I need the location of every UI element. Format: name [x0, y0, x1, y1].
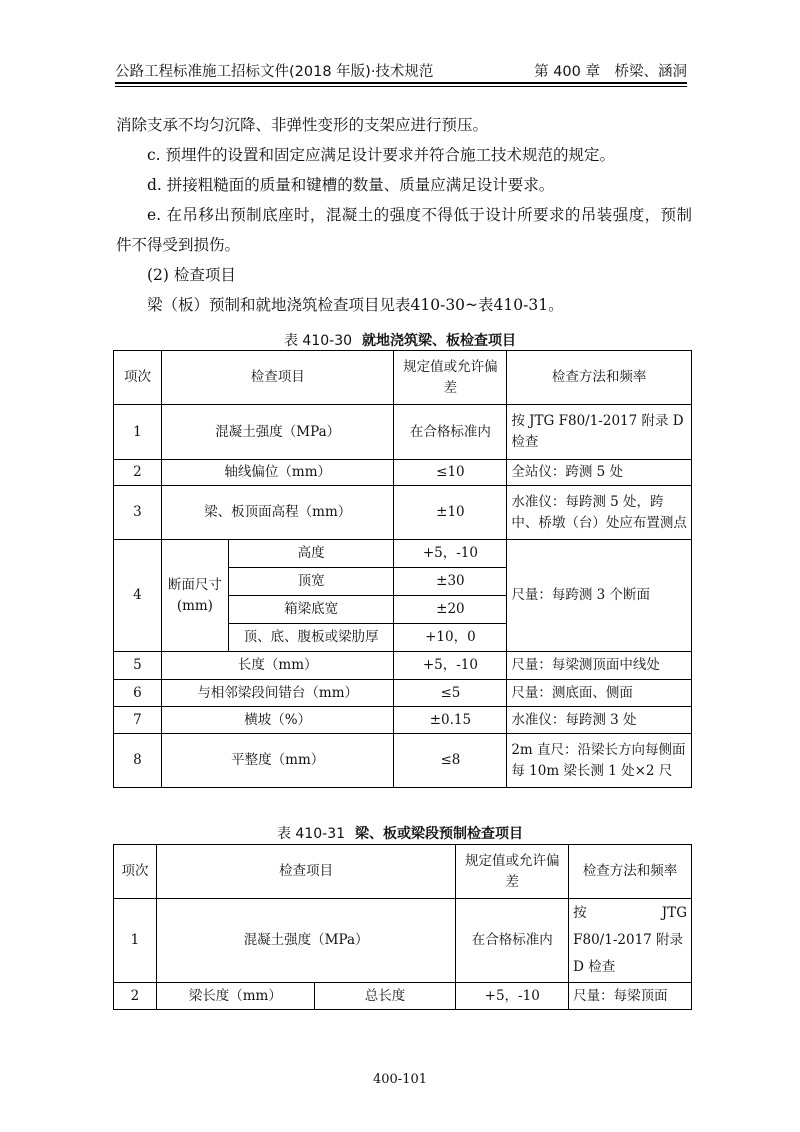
table-row — [114, 652, 692, 680]
method-line: D 检查 — [573, 959, 616, 975]
cell-value: 在合格标准内 — [456, 899, 569, 983]
cell-value: ±0.15 — [394, 707, 507, 734]
cell-no: 2 — [114, 983, 157, 1010]
cell-item: 梁、板顶面高程（mm） — [161, 486, 394, 540]
cell-no: 8 — [114, 734, 162, 788]
section-heading: (2) 检查项目 — [147, 266, 236, 284]
cell-method: 尺量：每跨测 3 个断面 — [507, 540, 692, 652]
cell-value: ≤8 — [394, 734, 507, 788]
cell-item: 顶宽 — [228, 568, 394, 596]
method-line: F80/1-2017 附录 — [573, 932, 684, 948]
paragraph: 梁（板）预制和就地浇筑检查项目见表410-30~表410-31。 — [147, 296, 564, 314]
cell-no: 1 — [114, 899, 157, 983]
cell-value: ≤10 — [394, 460, 507, 486]
header-cell: 检查项目 — [156, 845, 455, 899]
cell-item: 混凝土强度（MPa） — [161, 405, 394, 460]
cell-no: 1 — [114, 405, 162, 460]
cell-value: +10，0 — [394, 624, 507, 652]
header-cell: 项次 — [114, 845, 157, 899]
cell-value: ±30 — [394, 568, 507, 596]
cell-item: 平整度（mm） — [161, 734, 394, 788]
cell-item: 轴线偏位（mm） — [161, 460, 394, 486]
header-cell: 检查方法和频率 — [507, 351, 692, 405]
cell-no: 4 — [114, 540, 162, 652]
paragraph: e. 在吊移出预制底座时，混凝土的强度不得低于设计所要求的吊装强度，预制件不得受到损伤。 — [116, 206, 692, 254]
table-row — [114, 734, 692, 788]
header-rule — [115, 82, 687, 84]
table-title: 就地浇筑梁、板检查项目 — [362, 333, 517, 349]
cell-value: 在合格标准内 — [394, 405, 507, 460]
cell-group: 梁长度（mm） — [156, 983, 314, 1010]
cell-no: 2 — [114, 460, 162, 486]
header-rule-thin — [115, 86, 687, 87]
method-line: 按 JTG — [573, 905, 687, 921]
header-chapter: 第 400 章 桥梁、涵洞 — [534, 64, 687, 80]
cell-item: 混凝土强度（MPa） — [156, 899, 455, 983]
cell-method: 2m 直尺：沿梁长方向每侧面每 10m 梁长测 1 处×2 尺 — [507, 734, 692, 788]
header-doc-title: 公路工程标准施工招标文件(2018 年版)·技术规范 — [115, 64, 434, 80]
header-cell: 检查方法和频率 — [569, 845, 692, 899]
header-cell: 项次 — [114, 351, 162, 405]
cell-method: 水准仪：每跨测 3 处 — [507, 707, 692, 734]
header-cell: 规定值或允许偏差 — [394, 351, 507, 405]
cell-value: ±20 — [394, 596, 507, 624]
table-row — [114, 540, 692, 568]
body-text — [116, 110, 692, 320]
cell-method: 尺量：测底面、侧面 — [507, 680, 692, 707]
page-header — [115, 56, 687, 84]
table-row — [114, 680, 692, 707]
cell-method: 尺量：每梁测顶面中线处 — [507, 652, 692, 680]
cell-value: ≤5 — [394, 680, 507, 707]
cell-method — [569, 899, 692, 983]
cell-method: 水准仪：每跨测 5 处，跨中、桥墩（台）处应布置测点 — [507, 486, 692, 540]
cell-group: 断面尺寸(mm) — [161, 540, 228, 652]
table-caption — [0, 330, 800, 350]
paragraph: d. 拼接粗糙面的质量和键槽的数量、质量应满足设计要求。 — [147, 176, 555, 194]
table-number: 表 410-31 — [276, 826, 346, 842]
table-row — [114, 983, 692, 1010]
paragraph: 消除支承不均匀沉降、非弹性变形的支架应进行预压。 — [116, 116, 489, 134]
cell-value: +5，-10 — [394, 652, 507, 680]
cell-no: 6 — [114, 680, 162, 707]
cell-item: 与相邻梁段间错台（mm） — [161, 680, 394, 707]
header-cell: 检查项目 — [161, 351, 394, 405]
cell-no: 3 — [114, 486, 162, 540]
table-header-row — [114, 351, 692, 405]
table-caption — [0, 823, 800, 843]
page-number: 400-101 — [372, 1072, 428, 1087]
inspection-table-410-30 — [113, 350, 692, 788]
paragraph: c. 预埋件的设置和固定应满足设计要求并符合施工技术规范的规定。 — [147, 146, 616, 164]
table-row — [114, 707, 692, 734]
table-row — [114, 405, 692, 460]
inspection-table-410-31 — [113, 844, 692, 1010]
cell-item: 顶、底、腹板或梁肋厚 — [228, 624, 394, 652]
cell-item: 高度 — [228, 540, 394, 568]
table-number: 表 410-30 — [283, 333, 353, 349]
cell-item: 长度（mm） — [161, 652, 394, 680]
cell-value: ±10 — [394, 486, 507, 540]
cell-value: +5，-10 — [456, 983, 569, 1010]
cell-item: 总长度 — [314, 983, 456, 1010]
table-row — [114, 486, 692, 540]
cell-method: 按 JTG F80/1-2017 附录 D 检查 — [507, 405, 692, 460]
table-row — [114, 460, 692, 486]
cell-no: 5 — [114, 652, 162, 680]
table-title: 梁、板或梁段预制检查项目 — [355, 826, 524, 842]
header-cell: 规定值或允许偏差 — [456, 845, 569, 899]
table-header-row — [114, 845, 692, 899]
cell-no: 7 — [114, 707, 162, 734]
cell-value: +5，-10 — [394, 540, 507, 568]
cell-method: 尺量：每梁顶面 — [569, 983, 692, 1010]
table-row — [114, 899, 692, 983]
cell-method: 全站仪：跨测 5 处 — [507, 460, 692, 486]
cell-item: 横坡（%） — [161, 707, 394, 734]
cell-item: 箱梁底宽 — [228, 596, 394, 624]
